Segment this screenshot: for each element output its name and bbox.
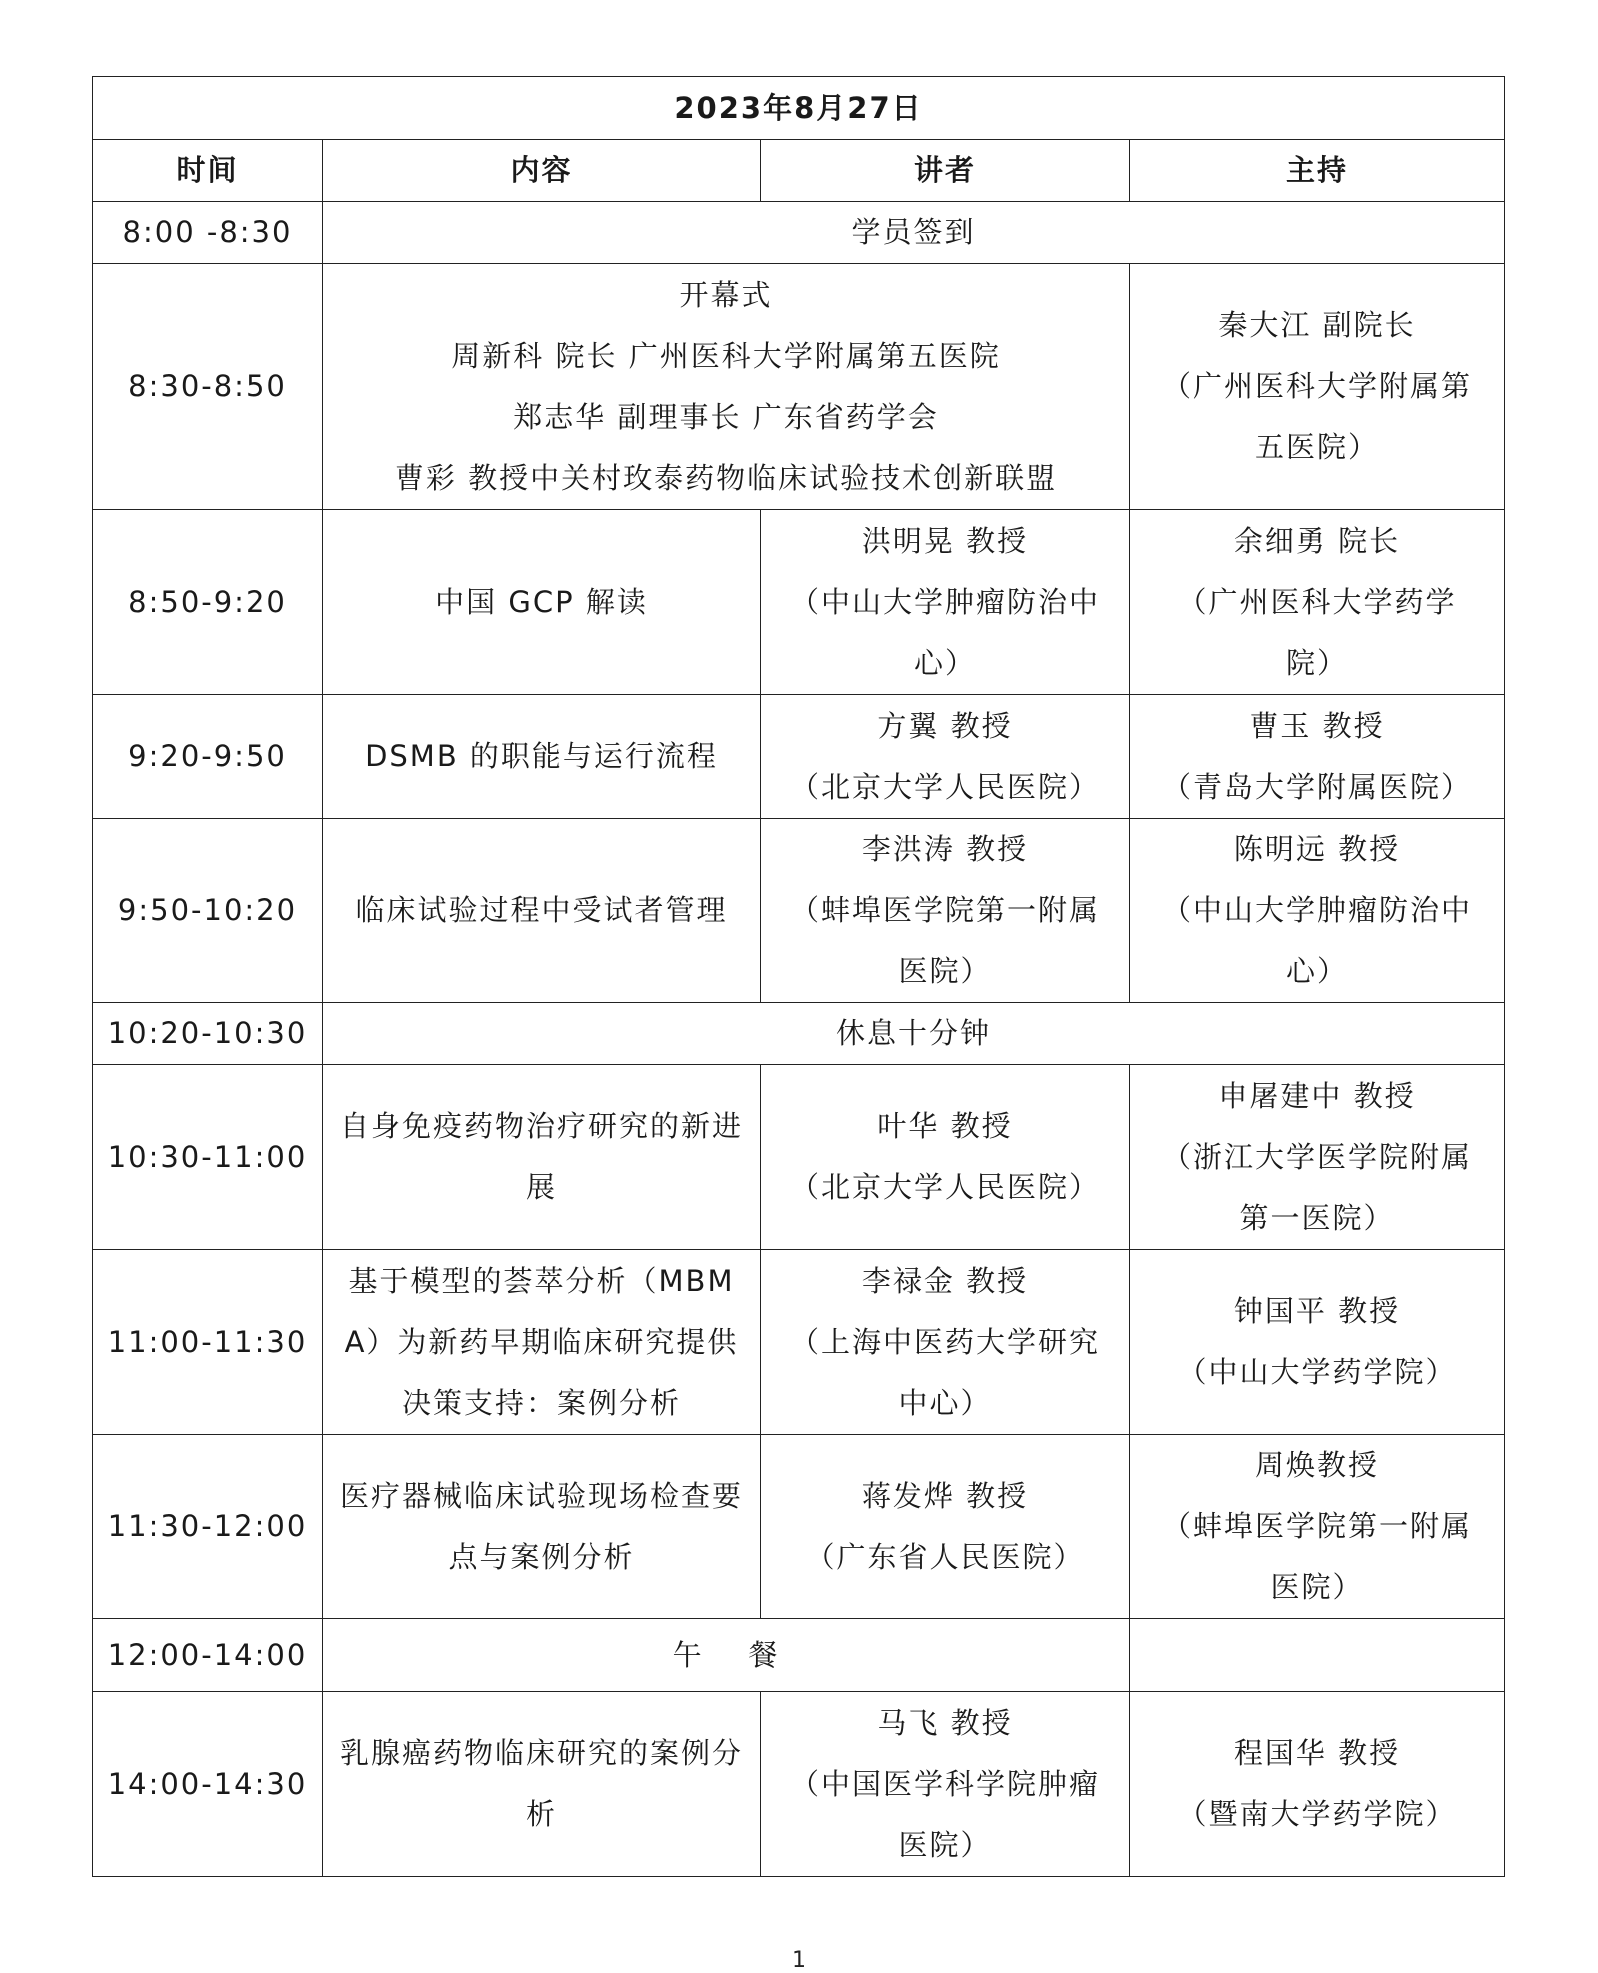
speaker-line: （中山大学肿瘤防治中 bbox=[789, 584, 1100, 619]
table-row bbox=[93, 1692, 1505, 1877]
session-speaker bbox=[761, 819, 1130, 1003]
table-row bbox=[93, 695, 1505, 819]
session-speaker bbox=[761, 510, 1130, 695]
session-time: 8:00 -8:30 bbox=[93, 202, 323, 264]
host-line: （广州医科大学药学 bbox=[1177, 584, 1457, 619]
session-content: 医疗器械临床试验现场检查要点与案例分析 bbox=[323, 1435, 761, 1619]
speaker-line: （中国医学科学院肿瘤 bbox=[789, 1766, 1100, 1801]
session-content: 基于模型的荟萃分析（MBMA）为新药早期临床研究提供决策支持：案例分析 bbox=[323, 1250, 761, 1435]
host-line: 心） bbox=[1285, 954, 1348, 988]
host-line: 周焕教授 bbox=[1254, 1448, 1379, 1482]
session-time: 10:20-10:30 bbox=[93, 1003, 323, 1065]
table-row bbox=[93, 819, 1505, 1003]
host-line: （浙江大学医学院附属 bbox=[1161, 1139, 1472, 1174]
speaker-line: （蚌埠医学院第一附属 bbox=[789, 893, 1100, 927]
opening-ceremony-content bbox=[323, 264, 1130, 510]
table-row bbox=[93, 1003, 1505, 1065]
session-speaker bbox=[761, 695, 1130, 819]
page-number: 1 bbox=[792, 1948, 806, 1973]
header-speaker: 讲者 bbox=[761, 140, 1130, 202]
title-row bbox=[93, 77, 1505, 140]
session-host bbox=[1130, 819, 1505, 1003]
session-content: 乳腺癌药物临床研究的案例分析 bbox=[323, 1692, 761, 1877]
session-host bbox=[1130, 264, 1505, 510]
opening-line: 曹彩 教授中关村玫泰药物临床试验技术创新联盟 bbox=[394, 460, 1058, 495]
session-content: DSMB 的职能与运行流程 bbox=[323, 695, 761, 819]
session-content: 自身免疫药物治疗研究的新进展 bbox=[323, 1065, 761, 1250]
opening-line: 郑志华 副理事长 广东省药学会 bbox=[513, 399, 939, 434]
host-line: 医院） bbox=[1270, 1570, 1364, 1604]
session-time: 14:00-14:30 bbox=[93, 1692, 323, 1877]
speaker-line: 李洪涛 教授 bbox=[861, 832, 1029, 866]
table-row bbox=[93, 1619, 1505, 1692]
host-line: 曹玉 教授 bbox=[1249, 708, 1385, 743]
speaker-line: 医院） bbox=[898, 954, 992, 988]
lunch-cell: 午 餐 bbox=[323, 1619, 1130, 1692]
host-line: （蚌埠医学院第一附属 bbox=[1161, 1509, 1472, 1543]
host-line: 陈明远 教授 bbox=[1233, 832, 1401, 866]
session-host bbox=[1130, 1692, 1505, 1877]
host-line: （中山大学药学院） bbox=[1177, 1355, 1457, 1389]
host-line: 余细勇 院长 bbox=[1233, 523, 1401, 558]
session-speaker bbox=[761, 1692, 1130, 1877]
schedule-date-title: 2023年8月27日 bbox=[93, 77, 1505, 140]
speaker-line: 方翼 教授 bbox=[877, 708, 1013, 743]
speaker-line: 蒋发烨 教授 bbox=[861, 1478, 1029, 1513]
session-time: 8:50-9:20 bbox=[93, 510, 323, 695]
session-host bbox=[1130, 1250, 1505, 1435]
session-host bbox=[1130, 1065, 1505, 1250]
host-line: 院） bbox=[1285, 645, 1348, 680]
schedule-table bbox=[92, 76, 1505, 1877]
host-line: （广州医科大学附属第 bbox=[1161, 369, 1472, 403]
host-line: （暨南大学药学院） bbox=[1177, 1797, 1457, 1831]
speaker-line: 心） bbox=[913, 645, 976, 680]
speaker-line: 医院） bbox=[898, 1827, 992, 1862]
host-line: 秦大江 副院长 bbox=[1218, 308, 1416, 342]
session-time: 10:30-11:00 bbox=[93, 1065, 323, 1250]
table-row bbox=[93, 510, 1505, 695]
session-content: 中国 GCP 解读 bbox=[323, 510, 761, 695]
header-row bbox=[93, 140, 1505, 202]
opening-line: 开幕式 bbox=[679, 277, 773, 312]
session-time: 12:00-14:00 bbox=[93, 1619, 323, 1692]
speaker-line: 李禄金 教授 bbox=[861, 1263, 1029, 1298]
session-time: 11:30-12:00 bbox=[93, 1435, 323, 1619]
session-full-span: 休息十分钟 bbox=[323, 1003, 1505, 1065]
session-host bbox=[1130, 695, 1505, 819]
session-speaker bbox=[761, 1250, 1130, 1435]
opening-line: 周新科 院长 广州医科大学附属第五医院 bbox=[451, 338, 1001, 373]
header-host: 主持 bbox=[1130, 140, 1505, 202]
session-speaker bbox=[761, 1065, 1130, 1250]
session-time: 8:30-8:50 bbox=[93, 264, 323, 510]
host-line: （青岛大学附属医院） bbox=[1161, 769, 1472, 804]
speaker-line: （北京大学人民医院） bbox=[789, 769, 1100, 804]
speaker-line: （广东省人民医院） bbox=[805, 1539, 1085, 1574]
table-row bbox=[93, 1435, 1505, 1619]
speaker-line: （上海中医药大学研究 bbox=[789, 1324, 1100, 1359]
table-row bbox=[93, 264, 1505, 510]
speaker-line: 马飞 教授 bbox=[877, 1705, 1013, 1740]
table-row bbox=[93, 202, 1505, 264]
table-row bbox=[93, 1250, 1505, 1435]
session-content: 临床试验过程中受试者管理 bbox=[323, 819, 761, 1003]
speaker-line: 叶华 教授 bbox=[877, 1109, 1013, 1143]
header-content: 内容 bbox=[323, 140, 761, 202]
host-line: 第一医院） bbox=[1239, 1200, 1395, 1235]
session-host bbox=[1130, 510, 1505, 695]
session-time: 9:20-9:50 bbox=[93, 695, 323, 819]
host-line: （中山大学肿瘤防治中 bbox=[1161, 893, 1472, 927]
header-time: 时间 bbox=[93, 140, 323, 202]
host-line: 申屠建中 教授 bbox=[1218, 1078, 1416, 1113]
host-line: 程国华 教授 bbox=[1233, 1736, 1401, 1770]
session-host bbox=[1130, 1619, 1505, 1692]
session-speaker bbox=[761, 1435, 1130, 1619]
host-line: 五医院） bbox=[1254, 430, 1379, 464]
speaker-line: （北京大学人民医院） bbox=[789, 1170, 1100, 1204]
session-time: 11:00-11:30 bbox=[93, 1250, 323, 1435]
session-time: 9:50-10:20 bbox=[93, 819, 323, 1003]
speaker-line: 洪明晃 教授 bbox=[861, 523, 1029, 558]
table-row bbox=[93, 1065, 1505, 1250]
speaker-line: 中心） bbox=[898, 1385, 992, 1420]
host-line: 钟国平 教授 bbox=[1233, 1294, 1401, 1328]
session-host bbox=[1130, 1435, 1505, 1619]
session-full-span: 学员签到 bbox=[323, 202, 1505, 264]
